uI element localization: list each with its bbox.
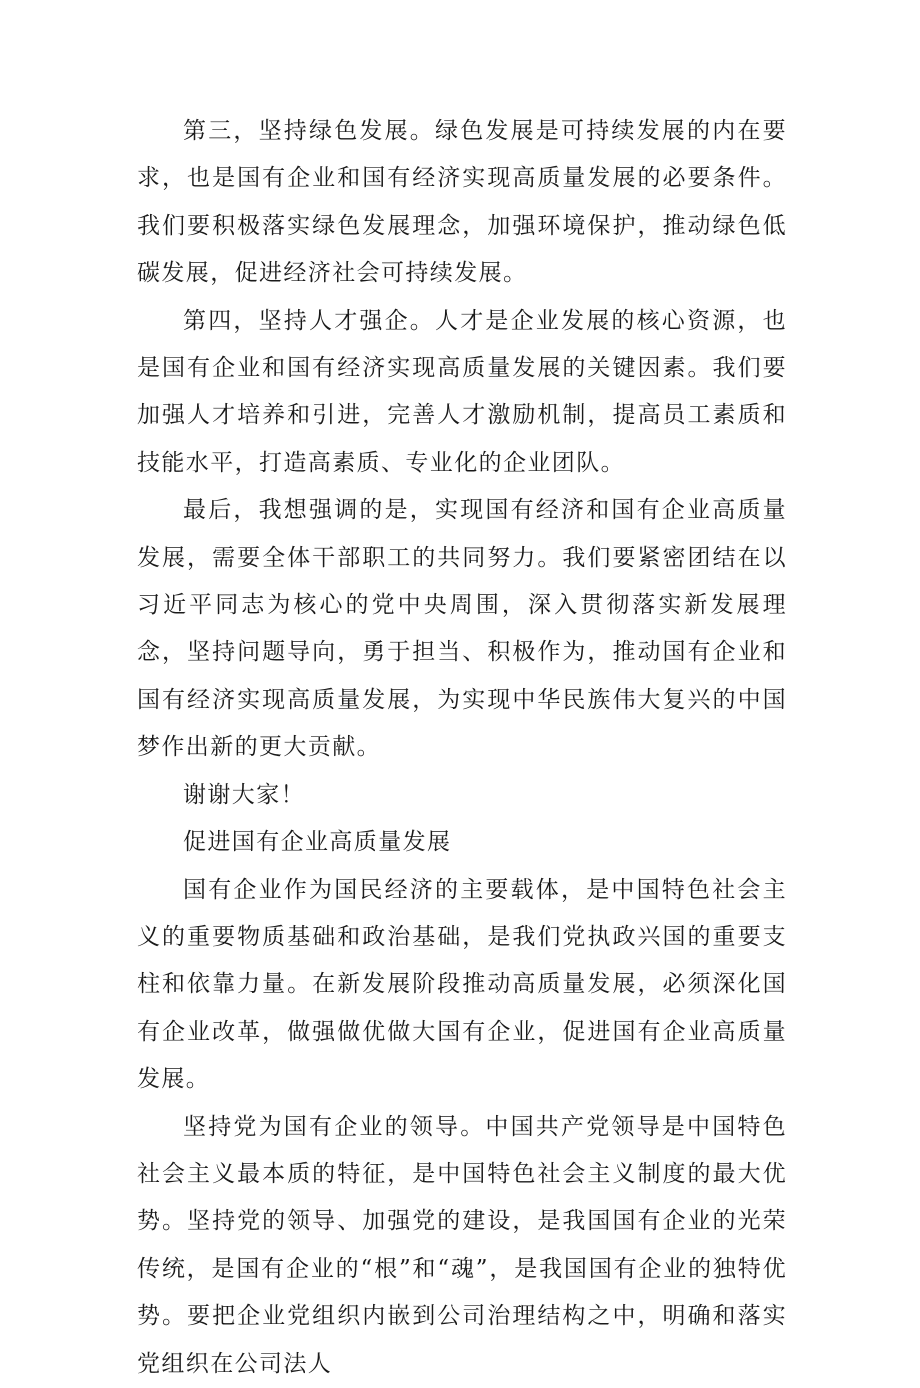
paragraph-conclusion: 最后，我想强调的是，实现国有经济和国有企业高质量发展，需要全体干部职工的共同努力。我们要紧密团结在以习近平同志为核心的党中央周围，深入贯彻落实新发展理念，坚持问题导向，勇于担当、积极作为，推动国有企业和国有经济实现高质量发展，为实现中华民族伟大复兴的中国梦作出新的更大贡献。	[137, 497, 787, 761]
section-title: 促进国有企业高质量发展	[183, 829, 452, 856]
document-body	[137, 108, 787, 1388]
paragraph-talent: 第四，坚持人才强企。人才是企业发展的核心资源，也是国有企业和国有经济实现高质量发展的关键因素。我们要加强人才培养和引进，完善人才激励机制，提高员工素质和技能水平，打造高素质、专业化的企业团队。	[137, 307, 787, 476]
paragraph-soe-intro: 国有企业作为国民经济的主要载体，是中国特色社会主义的重要物质基础和政治基础，是我们党执政兴国的重要支柱和依靠力量。在新发展阶段推动高质量发展，必须深化国有企业改革，做强做优做大国有企业，促进国有企业高质量发展。	[137, 876, 787, 1093]
paragraph-green-development: 第三，坚持绿色发展。绿色发展是可持续发展的内在要求，也是国有企业和国有经济实现高质量发展的必要条件。我们要积极落实绿色发展理念，加强环境保护，推动绿色低碳发展，促进经济社会可持续发展。	[137, 118, 787, 287]
paragraph-party-leadership: 坚持党为国有企业的领导。中国共产党领导是中国特色社会主义最本质的特征，是中国特色社会主义制度的最大优势。坚持党的领导、加强党的建设，是我国国有企业的光荣传统，是国有企业的“根”和“魂”，是我国国有企业的独特优势。要把企业党组织内嵌到公司治理结构之中，明确和落实党组织在公司法人	[137, 1113, 787, 1377]
paragraph-thanks: 谢谢大家！	[183, 781, 305, 808]
